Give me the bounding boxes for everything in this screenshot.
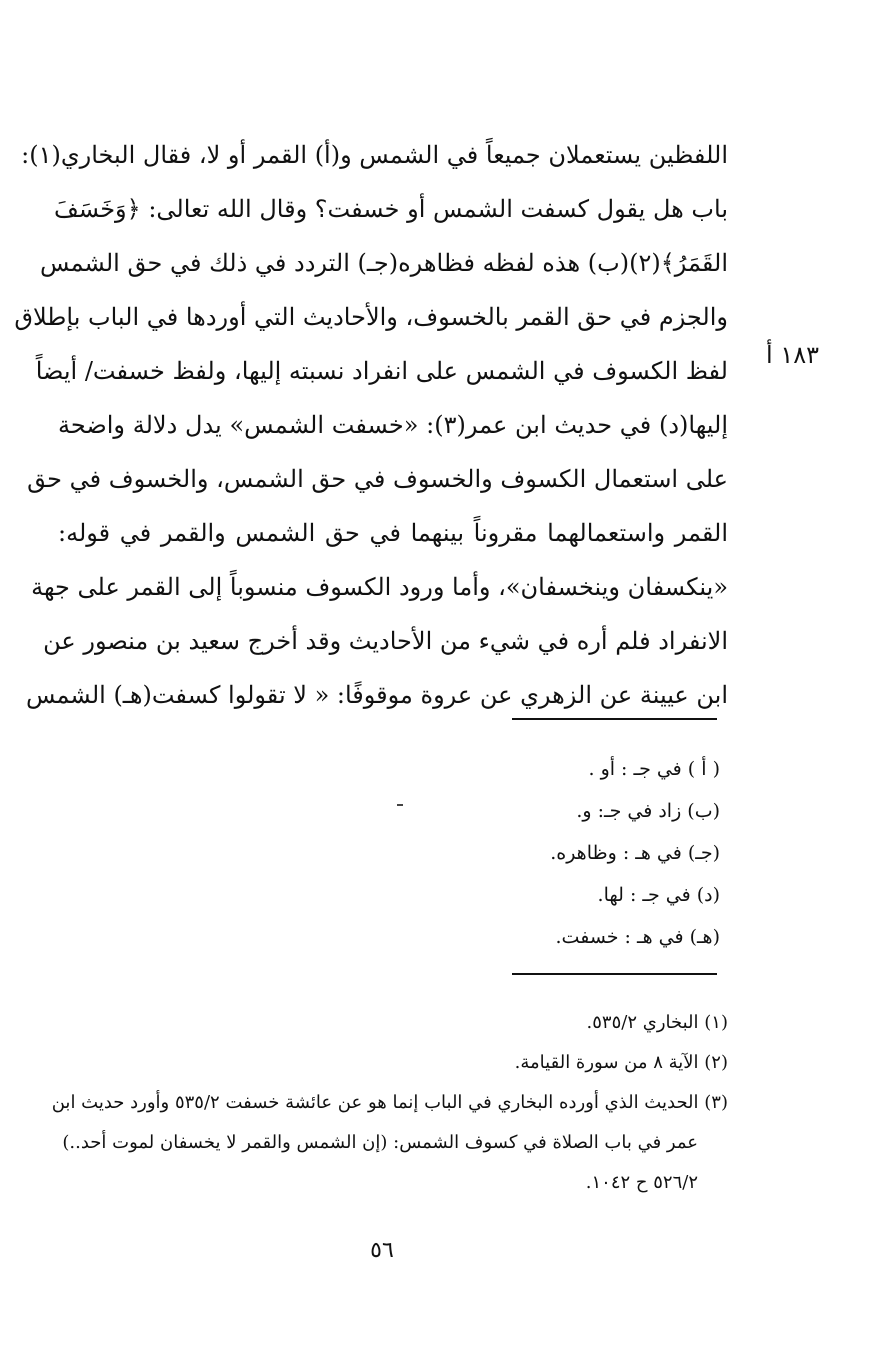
footnotes-list: [51, 1003, 728, 1203]
footnote-line: ٥٢٦/٢ ح ١٠٤٢.: [585, 1172, 698, 1193]
scan-speck: [397, 804, 403, 806]
variant-note: (ب) زاد في جـ: و.: [576, 800, 720, 822]
main-text-line: لفظ الكسوف في الشمس على انفراد نسبته إليها، ولفظ خسفت/ أيضاً: [35, 357, 728, 385]
main-text-line: على استعمال الكسوف والخسوف في حق الشمس، والخسوف في حق: [27, 465, 728, 493]
footnote-2: [58, 1043, 728, 1083]
manuscript-variants-list: [300, 748, 720, 958]
footnote-line: (٣) الحديث الذي أورده البخاري في الباب إنما هو عن عائشة خسفت ٥٣٥/٢ وأورد حديث ابن: [51, 1092, 728, 1113]
main-text-line: إليها(د) في حديث ابن عمر(٣): «خسفت الشمس» يدل دلالة واضحة: [58, 411, 728, 439]
footnote-line: (١) البخاري ٥٣٥/٢.: [586, 1012, 728, 1033]
main-text-line: اللفظين يستعملان جميعاً في الشمس و(أ) القمر أو لا، فقال البخاري(١):: [21, 141, 728, 169]
main-text-line: القَمَرُ﴾(٢)(ب) هذه لفظه فظاهره(جـ) التردد في ذلك في حق الشمس: [39, 249, 728, 277]
main-text-block: [14, 128, 728, 722]
variant-note: (د) في جـ : لها.: [597, 884, 720, 906]
manuscript-folio-marker: ١٨٣ أ: [766, 341, 819, 369]
variants-divider: [512, 718, 717, 720]
main-text-line: ابن عيينة عن الزهري عن عروة موقوفًا: « لا تقولوا كسفت(هـ) الشمس: [25, 681, 728, 709]
main-text-line: «ينكسفان وينخسفان»، وأما ورود الكسوف منسوباً إلى القمر على جهة: [31, 573, 728, 601]
page-number: ٥٦: [370, 1238, 394, 1263]
main-text-line: الانفراد فلم أره في شيء من الأحاديث وقد أخرج سعيد بن منصور عن: [43, 627, 728, 655]
footnote-1: [58, 1003, 728, 1043]
variant-note: ( أ ) في جـ : أو .: [588, 758, 720, 780]
footnote-3: [51, 1083, 728, 1203]
main-text-line: القمر واستعمالهما مقروناً بينهما في حق الشمس والقمر في قوله:: [58, 519, 728, 547]
main-text-line: باب هل يقول كسفت الشمس أو خسفت؟ وقال الله تعالى: ﴿وَخَسَفَ: [53, 195, 728, 223]
footnotes-divider: [512, 973, 717, 975]
variant-note: (جـ) في هـ : وظاهره.: [550, 842, 720, 864]
main-text-line: والجزم في حق القمر بالخسوف، والأحاديث التي أوردها في الباب بإطلاق: [14, 303, 728, 331]
footnote-line: عمر في باب الصلاة في كسوف الشمس: (إن الشمس والقمر لا يخسفان لموت أحد..): [62, 1132, 698, 1153]
variant-note: (هـ) في هـ : خسفت.: [555, 926, 720, 948]
footnote-line: (٢) الآية ٨ من سورة القيامة.: [514, 1052, 728, 1073]
